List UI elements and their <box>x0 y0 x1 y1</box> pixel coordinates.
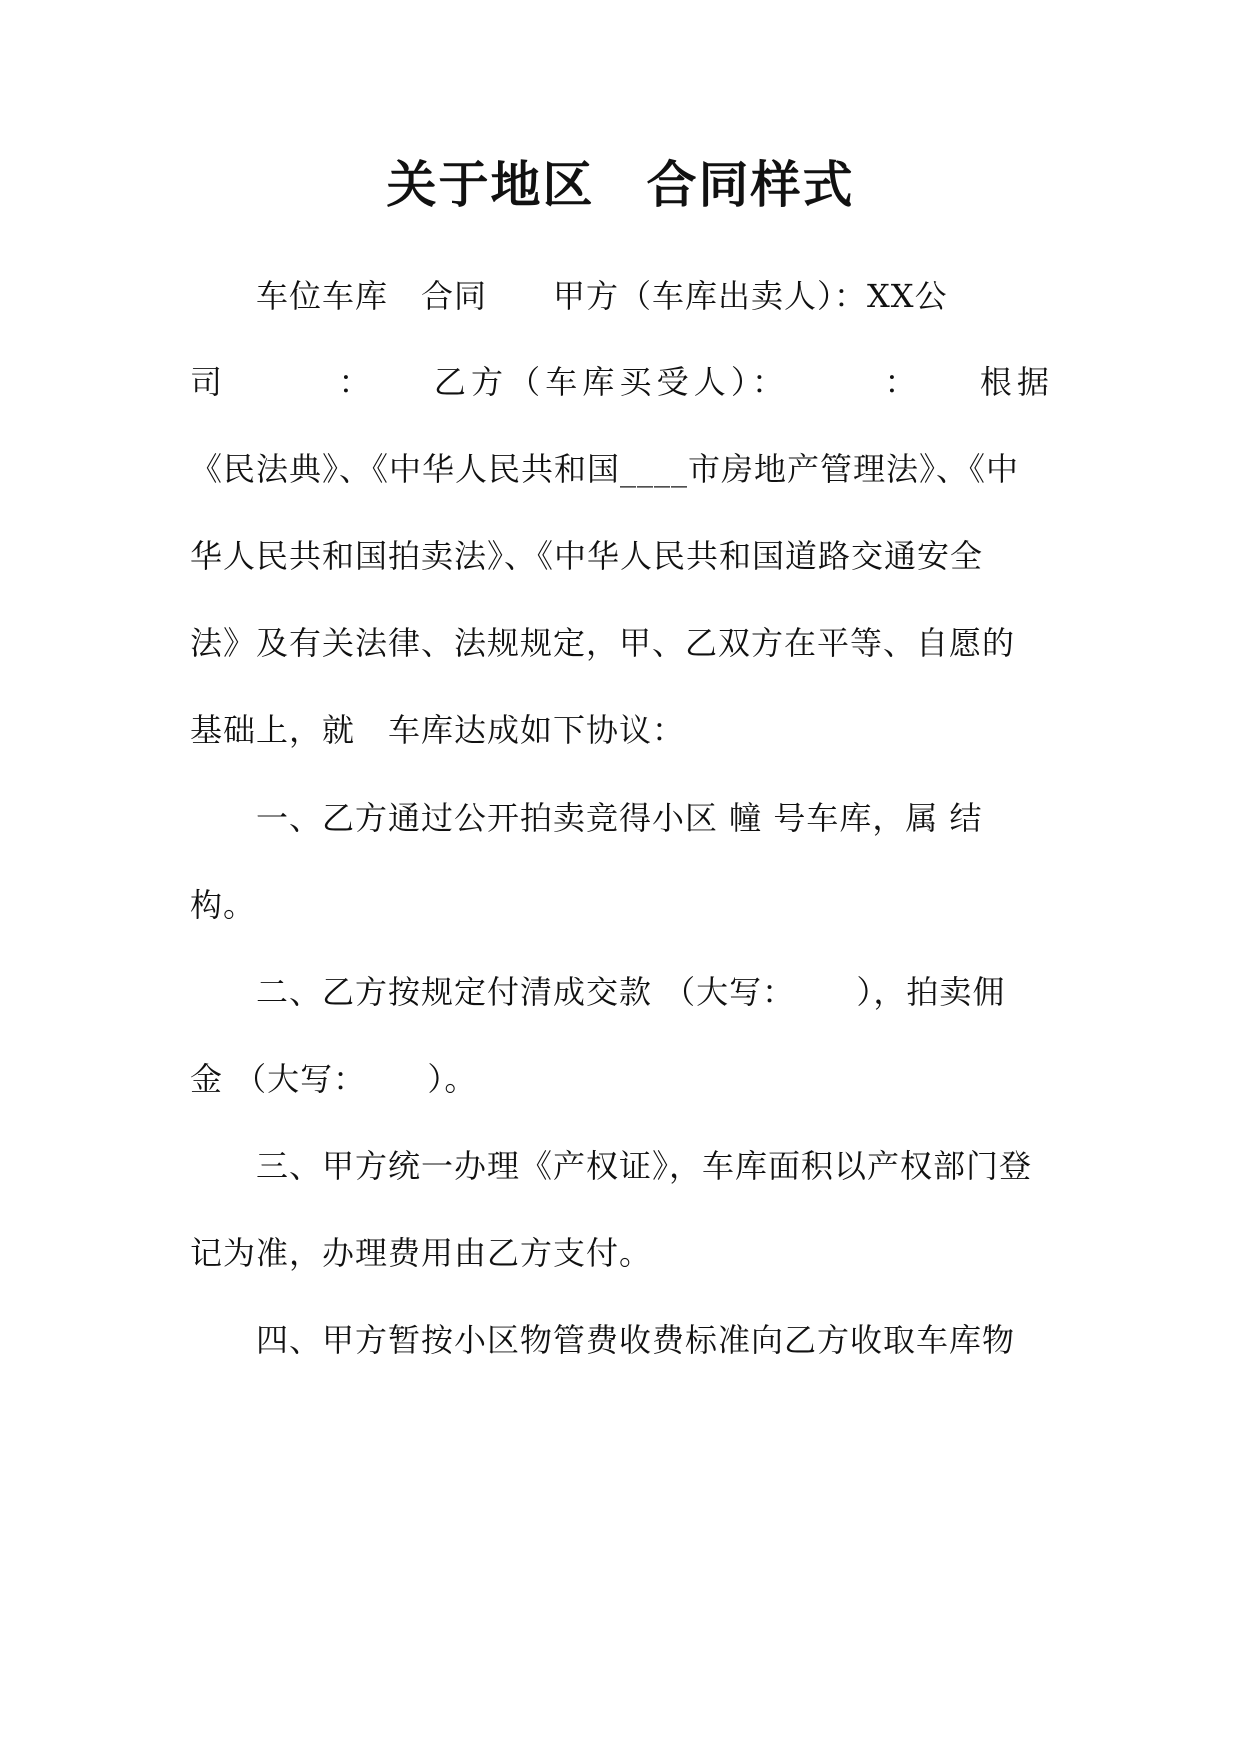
text-line: 二、乙方按规定付清成交款 （大写： ），拍卖佣 <box>256 973 1006 1011</box>
text-line: 法》及有关法律、法规规定，甲、乙双方在平等、自愿的 <box>190 624 1016 662</box>
text-line: 基础上，就 车库达成如下协议： <box>190 711 686 749</box>
text-line: 构。 <box>190 886 257 924</box>
text-line: 四、甲方暂按小区物管费收费标准向乙方收取车库物 <box>256 1321 1016 1359</box>
text-line: 金 （大写： ）。 <box>190 1060 478 1098</box>
text-line: 记为准，办理费用由乙方支付。 <box>190 1234 653 1272</box>
text-line: 司 ： 乙方（车库买受人）： ： 根据 <box>190 363 1050 401</box>
text-line: 《民法典》、《中华人民共和国____市房地产管理法》、《中 <box>190 450 1020 488</box>
text-line: 三、甲方统一办理《产权证》，车库面积以产权部门登 <box>256 1147 1033 1185</box>
text-line: 车位车库 合同 甲方（车库出卖人）：XX公 <box>256 277 948 315</box>
text-line: 华人民共和国拍卖法》、《中华人民共和国道路交通安全 <box>190 537 984 575</box>
text-line: 一、乙方通过公开拍卖竞得小区 幢 号车库，属 结 <box>256 799 983 837</box>
document-title: 关于地区 合同样式 <box>386 156 855 214</box>
